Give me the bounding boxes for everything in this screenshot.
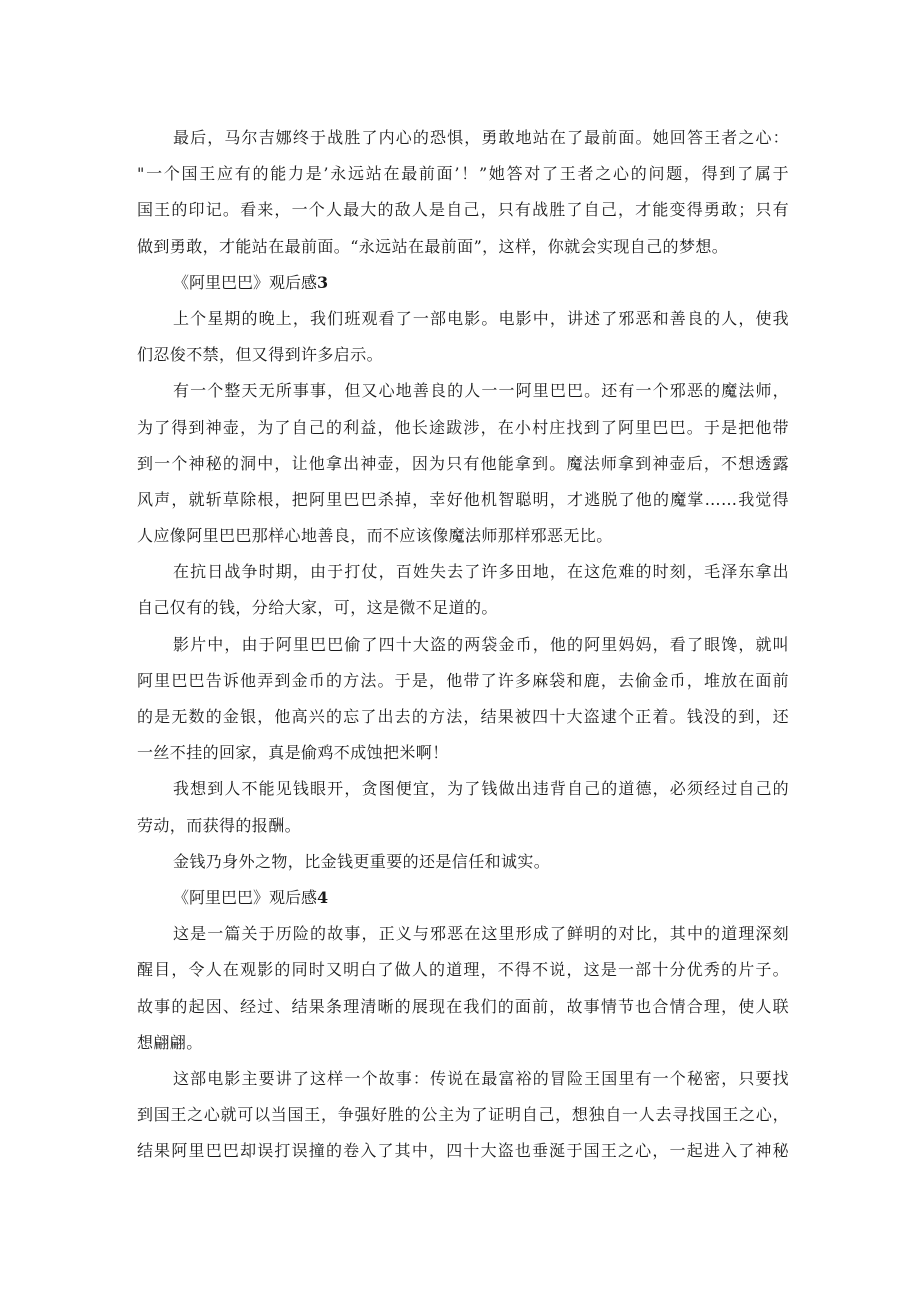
paragraph-line: 最后，马尔吉娜终于战胜了内心的恐惧，勇敢地站在了最前面。她回答王者之心： bbox=[173, 128, 789, 147]
paragraph-line: 到国王之心就可以当国王，争强好胜的公主为了证明自己，想独自一人去寻找国王之心， bbox=[137, 1105, 789, 1125]
paragraph bbox=[137, 373, 789, 554]
paragraph-line: "一个国王应有的能力是’永远站在最前面’！”她答对了王者之心的问题，得到了属于 bbox=[137, 164, 789, 184]
paragraph-line: 在抗日战争时期，由于打仗，百姓失去了许多田地，在这危难的时刻，毛泽东拿出 bbox=[173, 562, 789, 582]
paragraph-line: 们忍俊不禁，但又得到许多启示。 bbox=[137, 345, 384, 365]
section-heading bbox=[137, 880, 789, 916]
paragraph-line: 做到勇敢，才能站在最前面。“永远站在最前面”，这样，你就会实现自己的梦想。 bbox=[137, 236, 729, 256]
paragraph-line: 这部电影主要讲了这样一个故事：传说在最富裕的冒险王国里有一个秘密，只要找 bbox=[173, 1068, 789, 1088]
paragraph-line: 结果阿里巴巴却误打误撞的卷入了其中，四十大盗也垂涎于国王之心，一起进入了神秘 bbox=[137, 1141, 789, 1161]
paragraph-line: 这是一篇关于历险的故事，正义与邪恶在这里形成了鲜明的对比，其中的道理深刻 bbox=[173, 924, 789, 944]
paragraph-line: 有一个整天无所事事，但又心地善良的人一一阿里巴巴。还有一个邪恶的魔法师， bbox=[173, 381, 789, 401]
paragraph-line: 我想到人不能见钱眼开，贪图便宜，为了钱做出违背自己的道德，必须经过自己的 bbox=[173, 779, 789, 799]
paragraph bbox=[137, 1061, 789, 1170]
paragraph-line: 风声，就斩草除根，把阿里巴巴杀掉，幸好他机智聪明，才逃脱了他的魔掌……我觉得 bbox=[137, 489, 789, 509]
paragraph-line: 影片中，由于阿里巴巴偷了四十大盗的两袋金币，他的阿里妈妈，看了眼馋，就叫 bbox=[173, 634, 789, 654]
section-heading-title: 《阿里巴巴》观后感 bbox=[173, 887, 318, 907]
paragraph-line: 上个星期的晚上，我们班观看了一部电影。电影中，讲述了邪恶和善良的人，使我 bbox=[173, 308, 789, 328]
paragraph-line: 的是无数的金银，他高兴的忘了出去的方法，结果被四十大盗逮个正着。钱没的到，还 bbox=[137, 707, 789, 726]
section-heading-title: 《阿里巴巴》观后感 bbox=[173, 272, 318, 292]
paragraph-line: 想翩翩。 bbox=[137, 1032, 203, 1052]
paragraph bbox=[137, 120, 789, 265]
paragraph-line: 金钱乃身外之物，比金钱更重要的还是信任和诚实。 bbox=[173, 851, 551, 871]
paragraph-line: 故事的起因、经过、结果条理清晰的展现在我们的面前，故事情节也合情合理，使人联 bbox=[137, 996, 789, 1016]
paragraph bbox=[137, 301, 789, 373]
paragraph-line: 自己仅有的钱，分给大家，可，这是微不足道的。 bbox=[137, 598, 498, 618]
paragraph-line: 人应像阿里巴巴那样心地善良，而不应该像魔法师那样邪恶无比。 bbox=[137, 526, 613, 546]
paragraph-line: 阿里巴巴告诉他弄到金币的方法。于是，他带了许多麻袋和鹿，去偷金币，堆放在面前 bbox=[137, 670, 789, 690]
paragraph-line: 到一个神秘的洞中，让他拿出神壶，因为只有他能拿到。魔法师拿到神壶后，不想透露 bbox=[137, 453, 789, 473]
section-heading-number: 3 bbox=[317, 272, 329, 292]
paragraph-line: 劳动，而获得的报酬。 bbox=[137, 815, 302, 835]
paragraph-line: 为了得到神壶，为了自己的利益，他长途跋涉，在小村庄找到了阿里巴巴。于是把他带 bbox=[137, 417, 789, 437]
paragraph bbox=[137, 844, 789, 880]
section-heading bbox=[137, 265, 789, 301]
paragraph bbox=[137, 916, 789, 1061]
paragraph bbox=[137, 771, 789, 843]
document-body bbox=[137, 120, 789, 1169]
paragraph bbox=[137, 627, 789, 772]
paragraph-line: 醒目，令人在观影的同时又明白了做人的道理，不得不说，这是一部十分优秀的片子。 bbox=[137, 960, 789, 980]
section-heading-number: 4 bbox=[317, 887, 329, 907]
paragraph bbox=[137, 554, 789, 626]
paragraph-line: 国王的印记。看来，一个人最大的敌人是自己，只有战胜了自己，才能变得勇敢；只有 bbox=[137, 200, 789, 220]
paragraph-line: 一丝不挂的回家，真是偷鸡不成蚀把米啊！ bbox=[137, 743, 449, 763]
